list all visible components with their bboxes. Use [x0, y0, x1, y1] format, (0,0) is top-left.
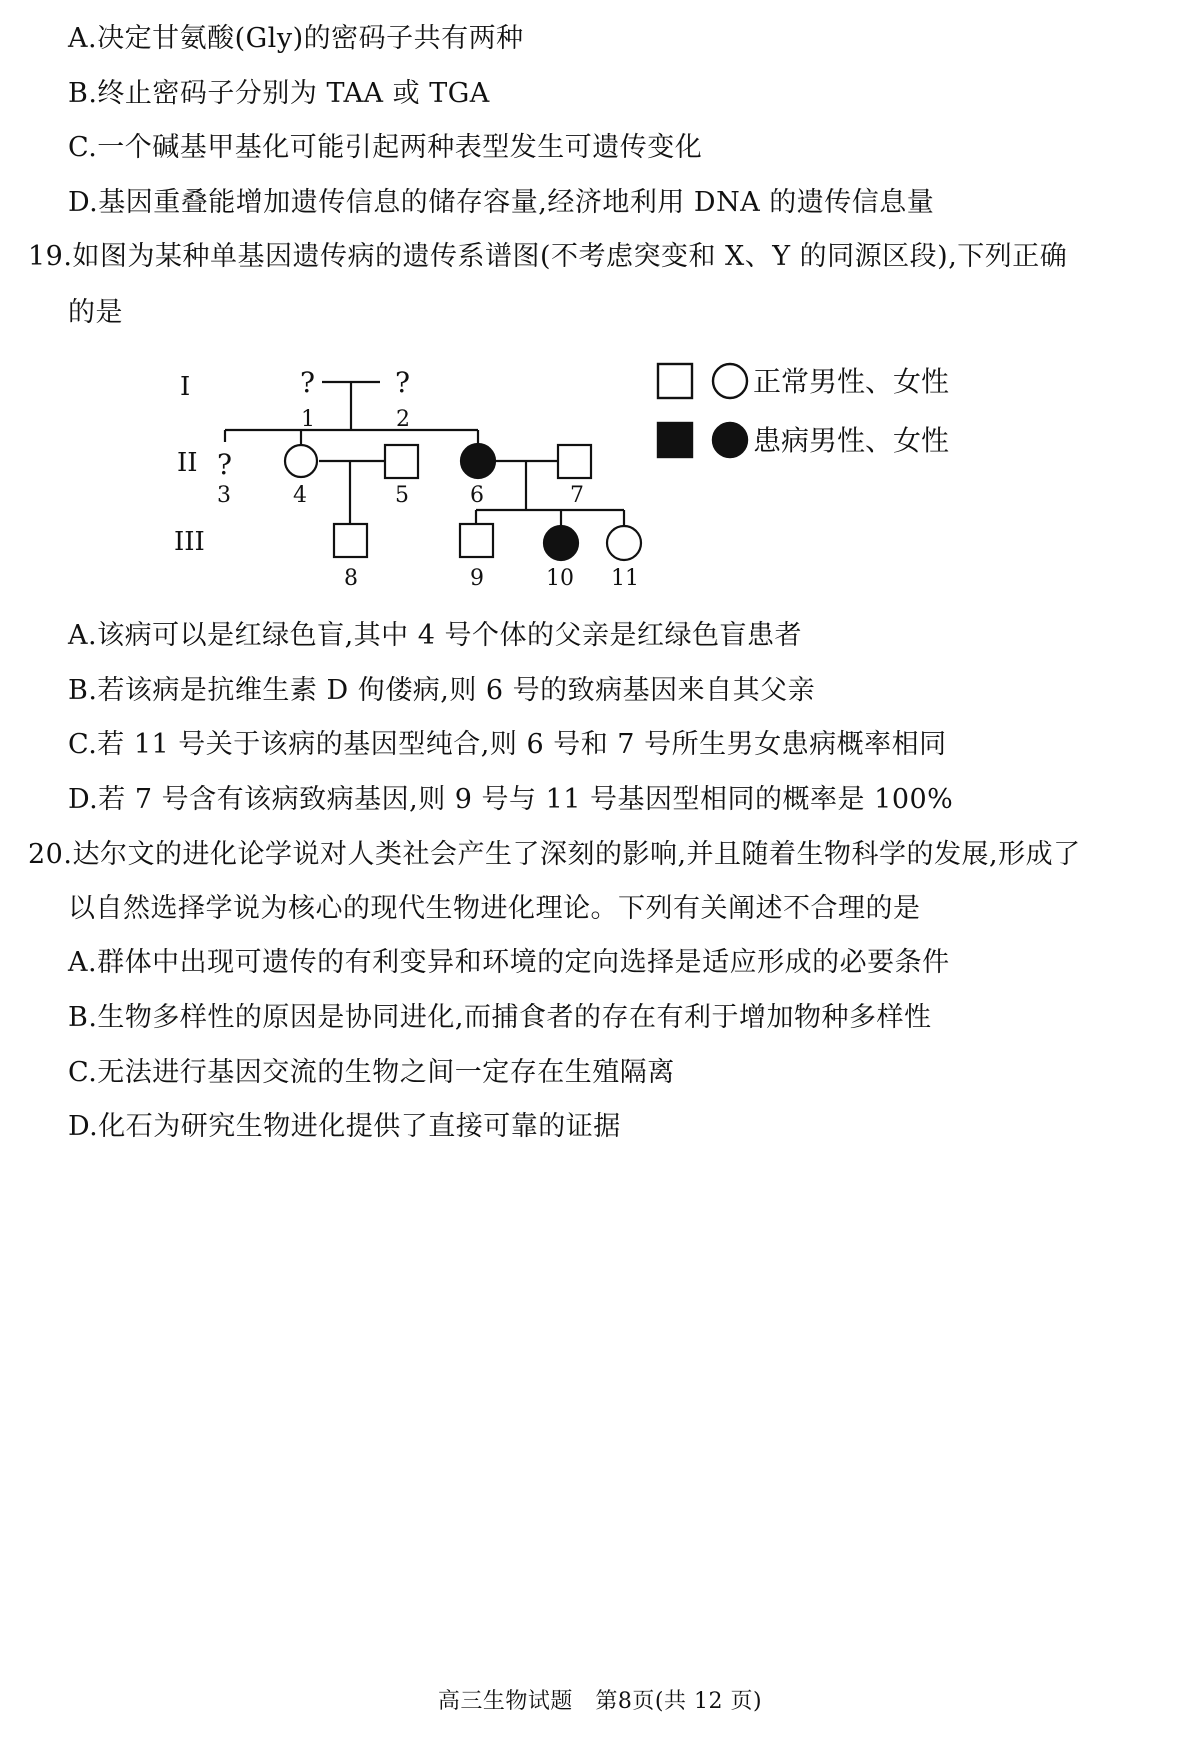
label-6: 6 [470, 483, 484, 508]
individual-11-normal-female [607, 526, 641, 560]
legend-affected-male-symbol [658, 423, 692, 457]
individual-7-normal-male [558, 445, 591, 478]
individual-9-normal-male [460, 524, 493, 557]
individual-6-affected-female [461, 444, 495, 478]
label-2: 2 [396, 407, 410, 432]
q20-stem: 20.达尔文的进化论学说对人类社会产生了深刻的影响,并且随着生物科学的发展,形成了 [28, 839, 1081, 870]
q20-stem-continued: 以自然选择学说为核心的现代生物进化理论。下列有关阐述不合理的是 [68, 893, 921, 924]
q19-option-b: B.若该病是抗维生素 D 佝偻病,则 6 号的致病基因来自其父亲 [68, 675, 816, 706]
legend-affected-female-symbol [713, 423, 747, 457]
label-3: 3 [217, 483, 231, 508]
q19-stem-continued: 的是 [68, 297, 123, 328]
page-footer: 高三生物试题 第8页(共 12 页) [437, 1689, 763, 1714]
q20-option-c: C.无法进行基因交流的生物之间一定存在生殖隔离 [68, 1057, 675, 1088]
individual-10-affected-female [544, 526, 578, 560]
q19-option-a: A.该病可以是红绿色盲,其中 4 号个体的父亲是红绿色盲患者 [68, 620, 803, 651]
unknown-mark-3: ? [217, 448, 233, 481]
q19-option-d: D.若 7 号含有该病致病基因,则 9 号与 11 号基因型相同的概率是 100% [68, 784, 954, 815]
individual-8-normal-male [334, 524, 367, 557]
unknown-mark-2: ? [395, 366, 411, 399]
legend-normal-female-symbol [713, 364, 747, 398]
q20-option-a: A.群体中出现可遗传的有利变异和环境的定向选择是适应形成的必要条件 [68, 947, 950, 978]
q19-stem: 19.如图为某种单基因遗传病的遗传系谱图(不考虑突变和 X、Y 的同源区段),下列正确 [28, 241, 1068, 272]
label-8: 8 [344, 566, 358, 591]
label-4: 4 [293, 483, 307, 508]
legend-affected-label: 患病男性、女性 [753, 424, 950, 457]
q18-option-b: B.终止密码子分别为 TAA 或 TGA [68, 78, 490, 109]
legend-normal-label: 正常男性、女性 [753, 365, 950, 398]
unknown-mark-1: ? [300, 366, 316, 399]
generation-label-iii: III [174, 527, 205, 557]
label-11: 11 [611, 566, 639, 591]
q18-option-c: C.一个碱基甲基化可能引起两种表型发生可遗传变化 [68, 132, 703, 163]
generation-label-i: I [180, 372, 191, 402]
q18-option-d: D.基因重叠能增加遗传信息的储存容量,经济地利用 DNA 的遗传信息量 [68, 187, 935, 218]
q18-option-a: A.决定甘氨酸(Gly)的密码子共有两种 [68, 23, 524, 54]
label-5: 5 [395, 483, 409, 508]
q20-option-d: D.化石为研究生物进化提供了直接可靠的证据 [68, 1111, 621, 1142]
individual-4-normal-female [285, 445, 317, 477]
label-9: 9 [470, 566, 484, 591]
label-7: 7 [570, 483, 584, 508]
label-10: 10 [546, 566, 574, 591]
label-1: 1 [301, 407, 315, 432]
individual-5-normal-male [385, 445, 418, 478]
q19-option-c: C.若 11 号关于该病的基因型纯合,则 6 号和 7 号所生男女患病概率相同 [68, 729, 947, 760]
generation-label-ii: II [177, 448, 198, 478]
legend-normal-male-symbol [658, 364, 692, 398]
q20-option-b: B.生物多样性的原因是协同进化,而捕食者的存在有利于增加物种多样性 [68, 1002, 932, 1033]
